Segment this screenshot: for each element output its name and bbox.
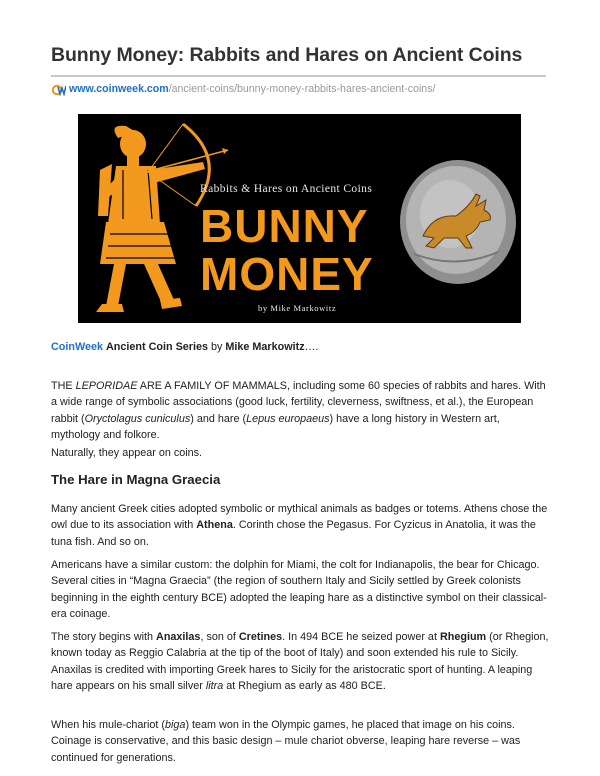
banner-image [78,114,521,323]
banner-word-money: MONEY [200,248,374,300]
banner-art [78,114,521,323]
intro-text-1: THE [51,380,76,392]
page-title: Bunny Money: Rabbits and Hares on Ancient Coins [51,44,523,66]
intro-hare-species: Lepus europaeus [246,412,330,425]
coinweek-logo-icon [52,84,66,96]
intro-text-2: ARE A FAMILY OF MAMMALS, including some 60 species of rabbits and hares. With a wide range of symbolic associations (good luck, fertility, cleverness, swiftness, et al.), the European rabbit ( [51,380,546,425]
para5-text-1: The story begins with [51,631,157,643]
banner-word-bunny: BUNNY [200,200,369,252]
byline-author: Mike Markowitz [225,341,305,353]
byline [51,341,318,353]
intro-rabbit-species: Oryctolagus cuniculus [84,412,191,425]
intro-leporidae: LEPORIDAE [75,380,138,392]
para5-rhegium: Rhegium [439,631,487,643]
para5-text-4: (or Rhegion, known today as Reggio Calabria at the tip of the boot of Italy) and soon extended his rule to Sicily. Anaxilas is credited with importing Greek hares to Sicily for the aristocratic sport of hunting. A leaping hare appears on his small silver [51,631,549,693]
paragraph-chariot [51,717,549,766]
url-path[interactable]: /ancient-coins/bunny-money-rabbits-hares-ancient-coins/ [168,83,436,95]
coin-image [400,160,516,284]
para5-cretines: Cretines [238,631,283,643]
source-url[interactable] [69,83,435,95]
para5-text-3: . In 494 BCE he seized power at [282,631,440,643]
para5-anaxilas: Anaxilas [156,631,201,643]
intro-paragraph [51,378,549,444]
paragraph-americans: Americans have a similar custom: the dolphin for Miami, the colt for Indianapolis, the bear for Chicago. Several cities in “Magna Graecia” (the region of southern Italy and Sicily settled by Greek colonists beginning in the eighth century BCE) adopted the leaping hare as a distinctive symbol on their classical-era coinage. [51,559,547,621]
para3-athena: Athena [196,519,233,532]
para5-text-2: , son of [200,631,239,643]
intro-text-4: ) have a long history in Western art, mythology and folkore. [51,412,500,442]
paragraph-anaxilas [51,629,549,695]
para3-text-1: Many ancient Greek cities adopted symbolic or mythical animals as badges or totems. Athens chose the owl due to its association with [51,503,548,532]
para6-text-2: ) team won in the Olympic games, he placed that image on his coins. Coinage is conservative, and this basic design – mule chariot obverse, leaping hare reverse – was continued for generations. [51,719,521,764]
para5-text-5: at Rhegium as early as 480 BCE. [223,680,386,693]
para6-text-1: When his mule-chariot ( [51,719,166,731]
intro-text-3: ) and hare ( [190,412,247,425]
para6-biga: biga [165,719,186,731]
source-url-row [51,75,546,101]
url-domain[interactable]: www.coinweek.com [69,83,169,95]
byline-by: by [211,341,223,353]
banner-author: by Mike Markowitz [258,303,337,313]
para5-litra: litra [205,680,224,693]
byline-tail: …. [304,341,319,353]
paragraph-symbols [51,501,549,550]
banner-subtitle: Rabbits & Hares on Ancient Coins [200,183,373,195]
para3-text-2: . Corinth chose the Pegasus. For Cyzicus in Anatolia, it was the tuna fish. And so on. [51,519,536,548]
section-heading: The Hare in Magna Graecia [51,472,221,487]
paragraph-naturally: Naturally, they appear on coins. [51,447,203,459]
series-name: Ancient Coin Series [106,341,208,353]
coinweek-link[interactable]: CoinWeek [51,341,103,353]
